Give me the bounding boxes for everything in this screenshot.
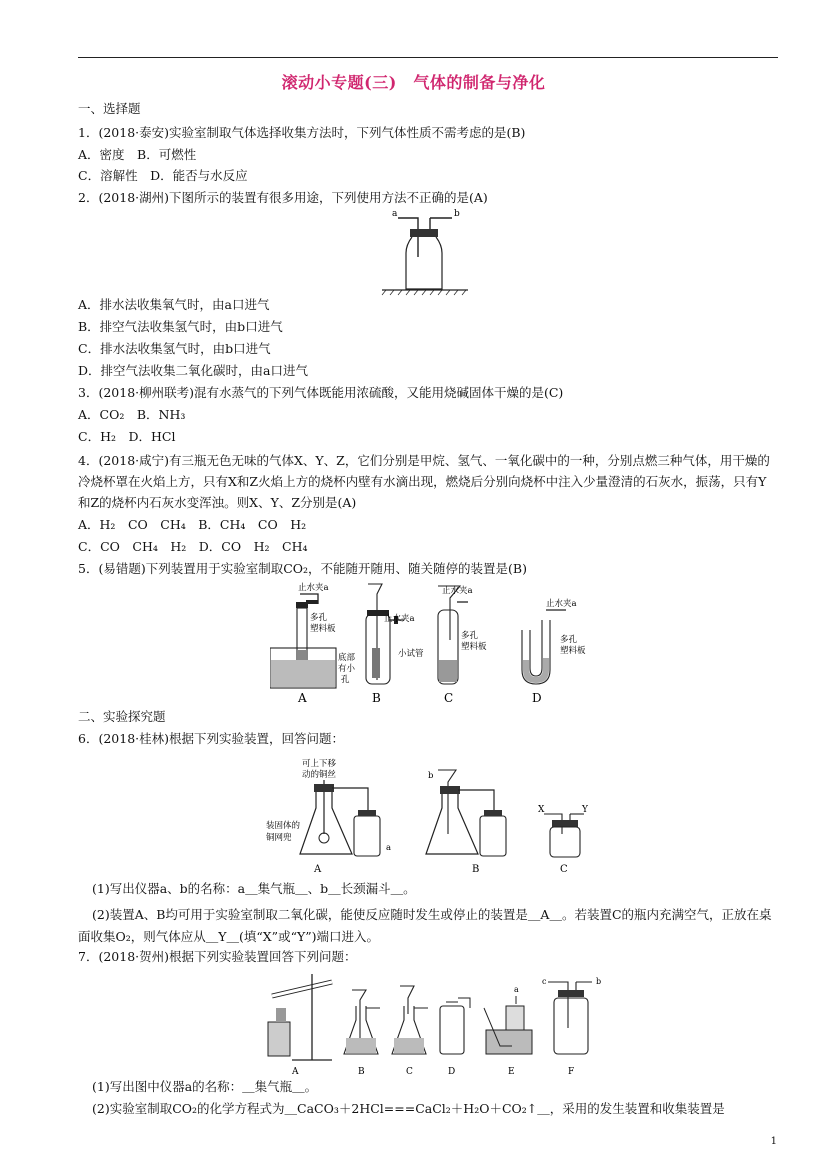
section-heading: 一、选择题	[78, 101, 141, 116]
question-4-stem: 4．(2018·咸宁)有三瓶无色无味的气体X、Y、Z，它们分别是甲烷、氢气、一氧化碳中的一种，分别点燃三种气体，用干燥的冷烧杯罩在火焰上方，只有X和Z火焰上方的烧杯内壁有水滴出现，燃烧后分别向烧杯中注入少量澄清的石灰水，振荡，只有Y和Z的烧杯内石灰水变浑浊。则X、Y、Z分别是(A)	[78, 453, 770, 510]
fig-a-bottom-label-2: 有小	[338, 664, 356, 674]
fig6-label-Y: Y	[582, 805, 588, 815]
fig-b-clip-label: 止水夹a	[384, 614, 415, 624]
page-title: 滚动小专题(三) 气体的制备与净化	[281, 73, 546, 92]
fig6-movable-label-1: 可上下移	[302, 759, 337, 769]
question-7-stem: 7．(2018·贺州)根据下列实验装置回答下列问题：	[78, 949, 357, 964]
question-7-part-1: (1)写出图中仪器a的名称：＿集气瓶＿。	[92, 1079, 318, 1094]
section-heading-2: 二、实验探究题	[78, 709, 166, 724]
co2-apparatus-figure	[270, 580, 590, 704]
question-3-stem: 3．(2018·柳州联考)混有水蒸气的下列气体既能用浓硫酸，又能用烧碱固体干燥的是(C)	[78, 385, 564, 400]
fig6-label-a: a	[386, 843, 392, 853]
fig-a-porous-label-1: 多孔	[310, 613, 328, 623]
fig7-label-b: b	[596, 977, 602, 986]
fig7-label-B: B	[358, 1067, 365, 1076]
header-rule	[78, 57, 778, 58]
fig7-label-C: C	[406, 1067, 413, 1076]
fig-label-A: A	[298, 691, 307, 704]
fig7-label-F: F	[568, 1067, 575, 1076]
fig-c-clip-label: 止水夹a	[442, 586, 473, 596]
fig6-label-X: X	[538, 805, 545, 815]
fig-c-porous-label-1: 多孔	[461, 631, 479, 641]
fig6-label-B: B	[472, 864, 480, 875]
question-2-option-b: B．排空气法收集氢气时，由b口进气	[78, 319, 283, 334]
question-3-options-cd: C．H₂ D．HCl	[78, 429, 176, 444]
fig-d-porous-label-1: 多孔	[560, 635, 578, 645]
fig7-label-D: D	[448, 1067, 456, 1076]
question-3-options-ab: A．CO₂ B．NH₃	[78, 407, 186, 422]
fig6-movable-label-2: 动的铜丝	[302, 770, 337, 780]
fig-label-D: D	[532, 691, 542, 704]
gas-bottle-figure	[380, 205, 470, 297]
fig-a-porous-label-2: 塑料板	[310, 624, 336, 634]
question-6-part-1: (1)写出仪器a、b的名称：a＿集气瓶＿、b＿长颈漏斗＿。	[92, 881, 416, 896]
q6-apparatus-figure	[262, 754, 602, 876]
question-2-option-a: A．排水法收集氧气时，由a口进气	[78, 297, 270, 312]
question-4-options-ab: A．H₂ CO CH₄ B．CH₄ CO H₂	[78, 517, 307, 532]
fig7-label-A: A	[292, 1067, 299, 1076]
label-b: b	[454, 209, 460, 219]
fig6-shell-label-2: 铜网兜	[266, 833, 292, 843]
page-number: 1	[770, 1136, 777, 1147]
fig-a-bottom-label-1: 底部	[338, 653, 356, 663]
fig-a-clip-label: 止水夹a	[298, 583, 329, 593]
question-6-stem: 6．(2018·桂林)根据下列实验装置，回答问题：	[78, 731, 344, 746]
fig-label-C: C	[444, 691, 454, 704]
question-6-part-2: (2)装置A、B均可用于实验室制取二氧化碳，能使反应随时发生或停止的装置是＿A＿。若装置C的瓶内充满空气，正放在桌面收集O₂，则气体应从＿Y＿(填“X”或“Y”)端口进入。	[78, 907, 772, 944]
fig-c-porous-label-2: 塑料板	[461, 642, 487, 652]
fig7-label-a: a	[514, 985, 519, 994]
question-1-stem: 1．(2018·泰安)实验室制取气体选择收集方法时，下列气体性质不需考虑的是(B)	[78, 125, 526, 140]
question-2-stem: 2．(2018·湖州)下图所示的装置有很多用途，下列使用方法不正确的是(A)	[78, 190, 488, 205]
fig6-label-C: C	[560, 864, 568, 875]
question-5-stem: 5．(易错题)下列装置用于实验室制取CO₂，不能随开随用、随关随停的装置是(B)	[78, 561, 527, 576]
fig-a-bottom-label-3: 孔	[341, 675, 350, 685]
fig6-shell-label-1: 装固体的	[266, 821, 301, 831]
fig6-label-b: b	[428, 771, 434, 781]
question-1-options-cd: C．溶解性 D．能否与水反应	[78, 168, 248, 183]
fig6-label-A: A	[314, 864, 322, 875]
question-2-option-c: C．排水法收集氢气时，由b口进气	[78, 341, 271, 356]
fig-d-porous-label-2: 塑料板	[560, 646, 586, 656]
fig7-label-c: c	[542, 977, 547, 986]
question-1-options-ab: A．密度 B．可燃性	[78, 147, 197, 162]
fig7-label-E: E	[508, 1067, 515, 1076]
fig-b-small-tube-label: 小试管	[398, 649, 424, 659]
fig-label-B: B	[372, 691, 381, 704]
question-7-part-2: (2)实验室制取CO₂的化学方程式为＿CaCO₃＋2HCl===CaCl₂＋H₂O＋CO₂↑＿，采用的发生装置和收集装置是	[92, 1101, 725, 1116]
q7-apparatus-figure	[262, 968, 602, 1076]
fig-d-clip-label: 止水夹a	[546, 599, 577, 609]
question-2-option-d: D．排空气法收集二氧化碳时，由a口进气	[78, 363, 308, 378]
label-a: a	[392, 209, 398, 219]
question-4-options-cd: C．CO CH₄ H₂ D．CO H₂ CH₄	[78, 539, 308, 554]
